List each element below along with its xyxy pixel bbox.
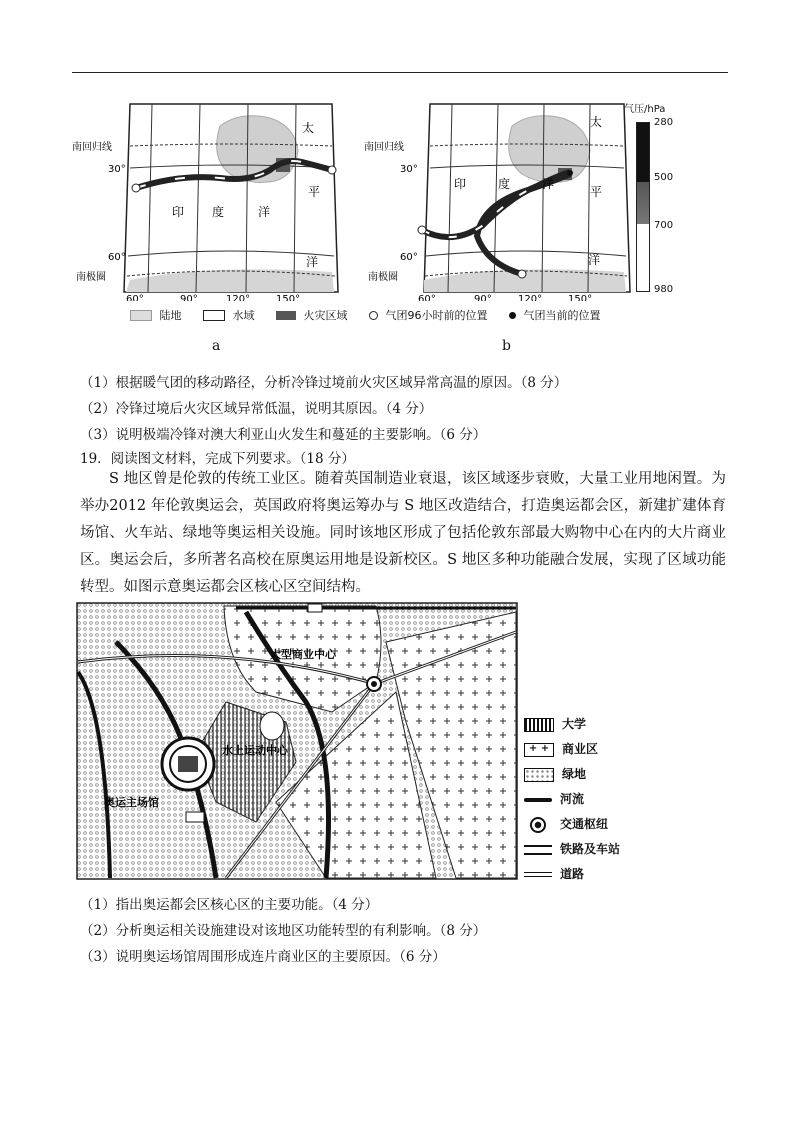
pacific-char: 平	[308, 185, 321, 199]
lat-label-tropic: 南回归线	[364, 142, 404, 153]
legend-road	[524, 864, 584, 884]
map-legend	[130, 307, 601, 323]
legend-fire: 火灾区域	[303, 309, 348, 322]
lat-label-tropic: 南回归线	[72, 142, 112, 153]
pressure-tick: 280	[654, 117, 674, 128]
lon-label-150: 150°	[276, 294, 301, 301]
legend-railway-label: 铁路及车站	[560, 842, 621, 856]
label-shopping-center: 大型商业中心	[270, 648, 336, 661]
lon-label-60: 60°	[126, 294, 144, 301]
lon-label-90: 90°	[474, 294, 492, 301]
legend-current-position: 气团当前的位置	[523, 309, 601, 322]
lon-label-60: 60°	[418, 294, 436, 301]
label-olympic-stadium: 奥运主场馆	[104, 796, 159, 809]
lon-label-90: 90°	[180, 294, 198, 301]
q19-part1: （1）指出奥运都会区核心区的主要功能。（4 分）	[80, 897, 379, 913]
legend-transport-hub-label: 交通枢纽	[560, 817, 609, 831]
ocean-char: 印	[172, 205, 185, 219]
pacific-char: 太	[302, 121, 315, 135]
legend-green-label: 绿地	[562, 767, 587, 781]
q18-part3: （3）说明极端冷锋对澳大利亚山火发生和蔓延的主要影响。（6 分）	[80, 427, 487, 443]
lon-label-150: 150°	[568, 294, 593, 301]
fire-swatch	[276, 311, 296, 320]
legend-green	[524, 764, 586, 784]
lat-label-30: 30°	[108, 164, 126, 175]
q19-part2: （2）分析奥运相关设施建设对该地区功能转型的有利影响。（8 分）	[80, 923, 487, 939]
legend-commercial	[524, 739, 598, 759]
legend-transport-hub	[524, 814, 608, 834]
pacific-char: 太	[590, 115, 603, 129]
header-rule	[72, 72, 728, 73]
legend-prev-position: 气团96小时前的位置	[385, 309, 488, 322]
legend-railway	[524, 839, 620, 859]
pacific-char: 洋	[588, 253, 601, 267]
caption-b: b	[502, 338, 511, 354]
current-position-icon	[509, 312, 516, 319]
map-figure-a	[70, 96, 360, 301]
legend-road-label: 道路	[560, 867, 585, 881]
legend-land: 陆地	[159, 309, 182, 322]
lat-label-60: 60°	[108, 252, 126, 263]
lon-label-120: 120°	[518, 294, 543, 301]
lat-label-antarctic: 南极圈	[368, 272, 398, 283]
ocean-char: 印	[454, 177, 467, 191]
label-aquatics-center: 水上运动中心	[222, 744, 288, 757]
river-swatch	[524, 798, 552, 802]
olympic-park-map	[76, 602, 518, 880]
pressure-scale-title: 气压/hPa	[624, 104, 666, 115]
road-swatch	[524, 872, 552, 877]
pressure-tick: 700	[654, 220, 674, 231]
ocean-char: 度	[212, 205, 225, 219]
lon-label-120: 120°	[226, 294, 251, 301]
legend-university	[524, 714, 586, 734]
ocean-char: 度	[498, 177, 511, 191]
green-swatch	[524, 768, 554, 782]
university-swatch	[524, 718, 554, 732]
map-figure-b	[362, 96, 662, 301]
caption-a: a	[212, 338, 221, 354]
transport-hub-icon	[530, 817, 546, 833]
land-swatch	[130, 310, 152, 321]
ocean-char: 洋	[542, 177, 555, 191]
commercial-swatch: + +	[524, 743, 554, 757]
pacific-char: 洋	[306, 255, 319, 269]
legend-commercial-label: 商业区	[562, 742, 599, 756]
pressure-color-bar	[636, 122, 650, 292]
q19-passage-text: S 地区曾是伦敦的传统工业区。随着英国制造业衰退，该区域逐步衰败，大量工业用地闲置。为举办2012 年伦敦奥运会，英国政府将奥运筹办与 S 地区改造结合，打造奥运都会区，新建扩建体育场馆、火车站、绿地等奥运相关设施。同时该地区形成了包括伦敦东部最大购物中心在内的大片商业区。奥运会后，多所著名高校在原奥运用地是设新校区。S 地区多种功能融合发展，实现了区域功能转型。如图示意奥运都会区核心区空间结构。	[80, 471, 726, 595]
q19-part3: （3）说明奥运场馆周围形成连片商业区的主要原因。（6 分）	[80, 949, 446, 965]
lat-label-30: 30°	[400, 164, 418, 175]
lat-label-antarctic: 南极圈	[76, 272, 106, 283]
q18-part2: （2）冷锋过境后火灾区域异常低温，说明其原因。（4 分）	[80, 401, 433, 417]
q19-heading: 19．阅读图文材料，完成下列要求。（18 分）	[80, 451, 355, 467]
lat-label-60: 60°	[400, 252, 418, 263]
prev-position-icon	[369, 311, 378, 320]
q19-passage	[80, 466, 726, 601]
pressure-tick: 980	[654, 284, 674, 295]
legend-water: 水域	[232, 309, 255, 322]
legend-river-label: 河流	[560, 792, 585, 806]
water-swatch	[203, 310, 225, 321]
q18-part1: （1）根据暖气团的移动路径，分析冷锋过境前火灾区域异常高温的原因。（8 分）	[80, 375, 568, 391]
ocean-char: 洋	[258, 205, 271, 219]
pressure-tick: 500	[654, 172, 674, 183]
legend-university-label: 大学	[562, 717, 587, 731]
legend-river	[524, 789, 584, 809]
pacific-char: 平	[590, 185, 603, 199]
railway-swatch	[524, 845, 552, 855]
